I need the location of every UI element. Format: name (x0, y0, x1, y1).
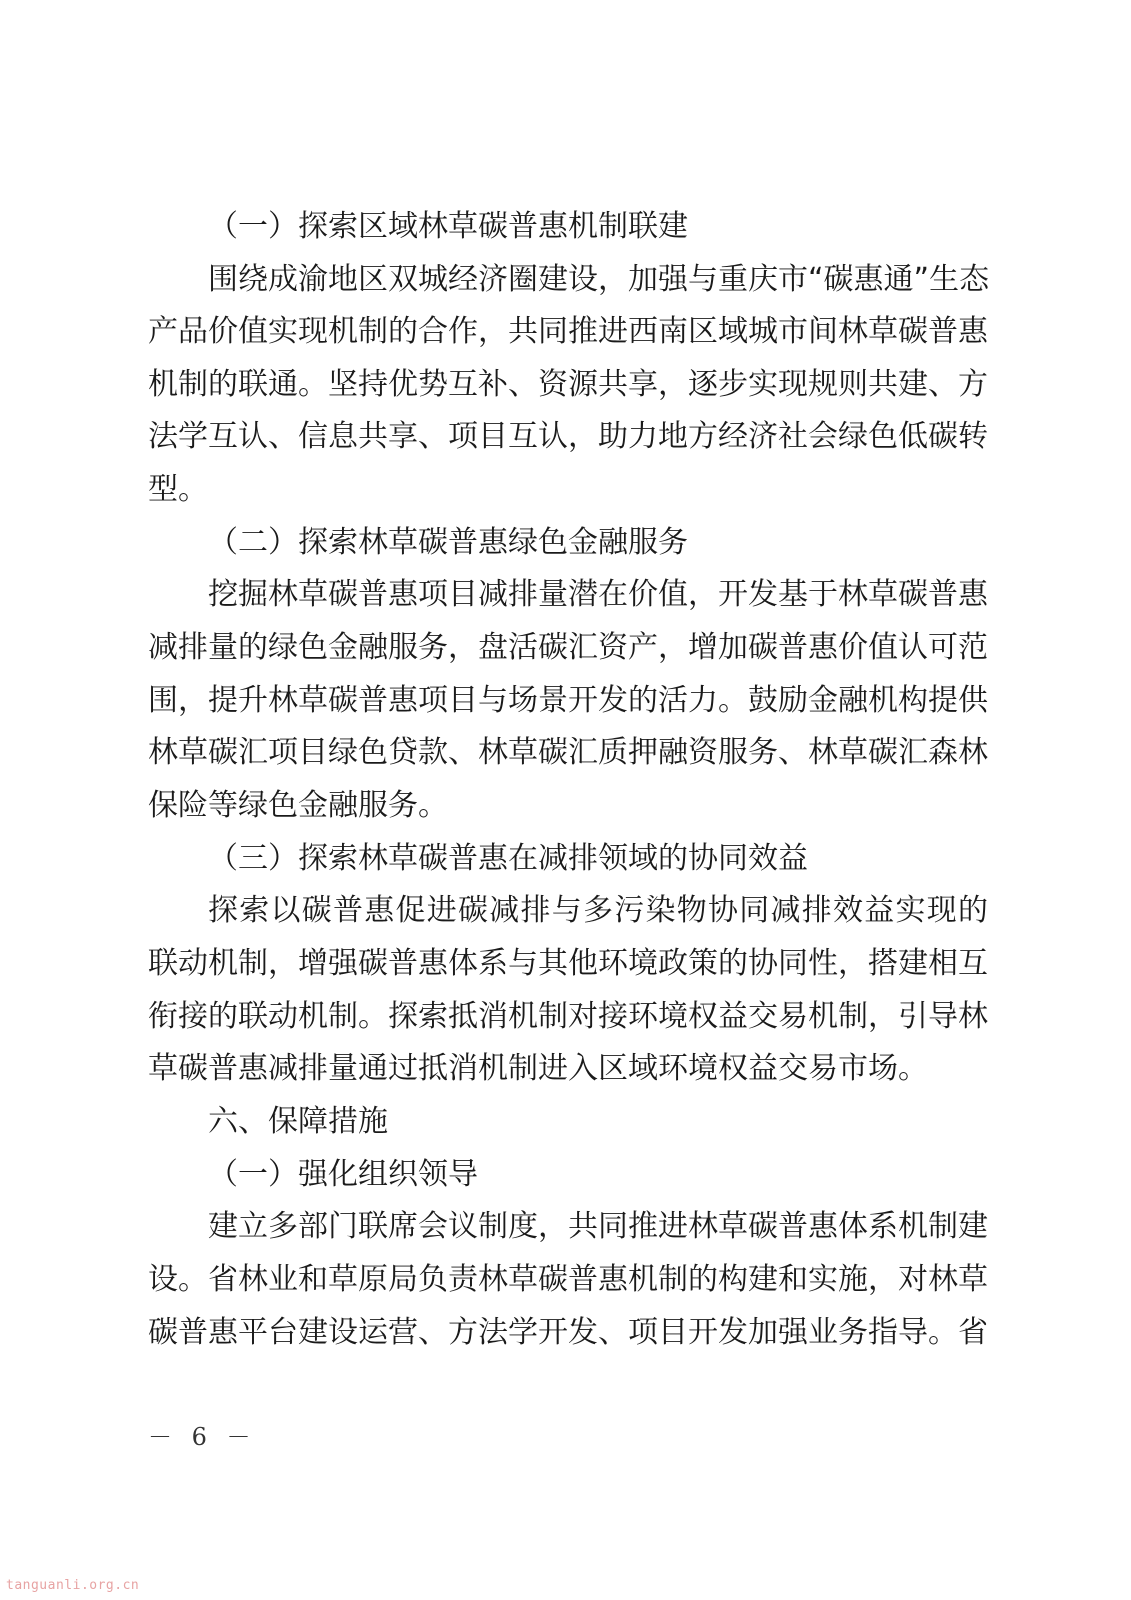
paragraph-line: 法学互认、信息共享、项目互认，助力地方经济社会绿色低碳转 (148, 419, 988, 454)
paragraph-line: 减排量的绿色金融服务，盘活碳汇资产，增加碳普惠价值认可范 (148, 630, 988, 665)
heading-1-1: （一）探索区域林草碳普惠机制联建 (208, 209, 688, 244)
paragraph-line: 探索以碳普惠促进碳减排与多污染物协同减排效益实现的 (208, 893, 988, 928)
paragraph-line: 产品价值实现机制的合作，共同推进西南区域城市间林草碳普惠 (148, 314, 988, 349)
paragraph-line: 建立多部门联席会议制度，共同推进林草碳普惠体系机制建 (208, 1209, 988, 1244)
paragraph-line: 草碳普惠减排量通过抵消机制进入区域环境权益交易市场。 (148, 1051, 928, 1086)
paragraph-line: 保险等绿色金融服务。 (148, 788, 448, 823)
paragraph-line: 挖掘林草碳普惠项目减排量潜在价值，开发基于林草碳普惠 (208, 577, 988, 612)
watermark-text: tanguanli.org.cn (6, 1578, 140, 1593)
paragraph-line: 联动机制，增强碳普惠体系与其他环境政策的协同性，搭建相互 (148, 946, 988, 981)
heading-1-2: （二）探索林草碳普惠绿色金融服务 (208, 525, 688, 560)
paragraph-line: 围绕成渝地区双城经济圈建设，加强与重庆市“碳惠通”生态 (208, 262, 990, 297)
paragraph-line: 林草碳汇项目绿色贷款、林草碳汇质押融资服务、林草碳汇森林 (148, 735, 988, 770)
paragraph-line: 型。 (148, 472, 208, 507)
paragraph-line: 设。省林业和草原局负责林草碳普惠机制的构建和实施，对林草 (148, 1262, 988, 1297)
paragraph-line: 碳普惠平台建设运营、方法学开发、项目开发加强业务指导。省 (148, 1315, 988, 1350)
paragraph-line: 机制的联通。坚持优势互补、资源共享，逐步实现规则共建、方 (148, 367, 988, 402)
page-number: － 6 － (148, 1423, 257, 1451)
heading-6-1: （一）强化组织领导 (208, 1157, 478, 1192)
section-heading-6: 六、保障措施 (208, 1104, 388, 1139)
paragraph-line: 围，提升林草碳普惠项目与场景开发的活力。鼓励金融机构提供 (148, 683, 988, 718)
paragraph-line: 衔接的联动机制。探索抵消机制对接环境权益交易机制，引导林 (148, 999, 988, 1034)
heading-1-3: （三）探索林草碳普惠在减排领域的协同效益 (208, 841, 808, 876)
